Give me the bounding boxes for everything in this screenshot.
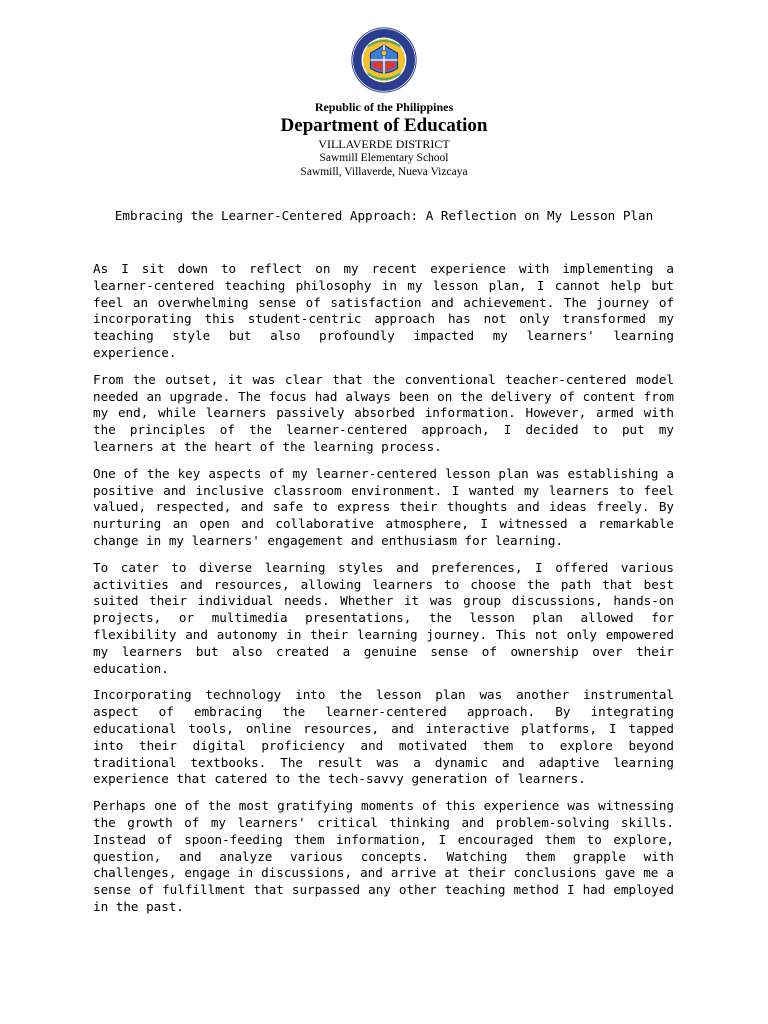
school-line: Sawmill Elementary School xyxy=(319,152,449,164)
deped-seal-icon xyxy=(350,26,418,94)
republic-heading: Republic of the Philippines xyxy=(314,100,454,114)
paragraph: One of the key aspects of my learner-centered lesson plan was establishing a positive and inclusive classroom environment. I wanted my learners to feel valued, respected, and safe to express their thoughts and ideas freely. By nurturing an open and collaborative atmosphere, I witnessed a remarkable change in my learners' engagement and enthusiasm for learning. xyxy=(93,465,674,548)
district-line: VILLAVERDE DISTRICT xyxy=(318,137,450,151)
letterhead xyxy=(0,26,768,179)
paragraph: Incorporating technology into the lesson plan was another instrumental aspect of embracing the learner-centered approach. By integrating educational tools, online resources, and interactive platforms, I tapped into their digital proficiency and motivated them to explore beyond traditional textbooks. The result was a dynamic and adaptive learning experience that catered to the tech-savvy generation of learners. xyxy=(93,687,674,787)
paragraph: As I sit down to reflect on my recent experience with implementing a learner-centered teaching philosophy in my lesson plan, I cannot help but feel an overwhelming sense of satisfaction and achievement. The journey of incorporating this student-centric approach has not only transformed my teaching style but also profoundly impacted my learners' learning experience. xyxy=(93,261,674,360)
paragraph: From the outset, it was clear that the conventional teacher-centered model needed an upgrade. The focus had always been on the delivery of content from my end, while learners passively absorbed information. However, armed with the principles of the learner-centered approach, I decided to put my learners at the heart of the learning process. xyxy=(93,371,674,454)
document-title: Embracing the Learner-Centered Approach: A Reflection on My Lesson Plan xyxy=(114,208,654,223)
department-heading: Department of Education xyxy=(280,115,488,136)
paragraph: Perhaps one of the most gratifying moments of this experience was witnessing the growth of my learners' critical thinking and problem-solving skills. Instead of spoon-feeding them information, I encouraged them to explore, question, and analyze various concepts. Watching them grapple with challenges, engage in discussions, and arrive at their conclusions gave me a sense of fulfillment that surpassed any other teaching method I had employed in the past. xyxy=(93,798,674,914)
address-line: Sawmill, Villaverde, Nueva Vizcaya xyxy=(300,166,468,178)
document-body xyxy=(93,261,674,926)
paragraph: To cater to diverse learning styles and preferences, I offered various activities and resources, allowing learners to choose the path that best suited their individual needs. Whether it was group discussions, hands-on projects, or multimedia presentations, the lesson plan allowed for flexibility and autonomy in their learning journey. This not only empowered my learners but also created a genuine sense of ownership over their education. xyxy=(93,559,674,676)
